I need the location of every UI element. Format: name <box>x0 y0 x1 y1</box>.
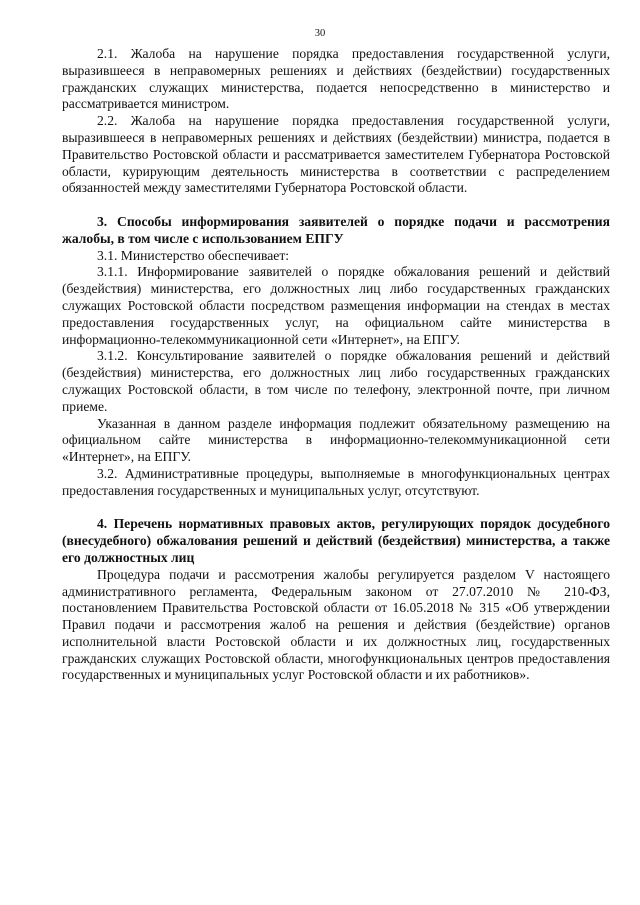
paragraph-3-2: 3.2. Административные процедуры, выполняемые в многофункциональных центрах предоставления государственных и муниципальных услуг, отсутствуют. <box>62 465 610 498</box>
paragraph-info: Указанная в данном разделе информация подлежит обязательному размещению на официальном сайте министерства в информационно-телекоммуникационной сети «Интернет», на ЕПГУ. <box>62 415 610 465</box>
paragraph-2-1: 2.1. Жалоба на нарушение порядка предоставления государственной услуги, выразившееся в неправомерных решениях и действиях (бездействии) государственных гражданских служащих министерства, подается непосредственно в министерство и рассматривается министром. <box>62 46 610 112</box>
paragraph-3-1-1: 3.1.1. Информирование заявителей о порядке обжалования решений и действий (бездействия) министерства, его должностных лиц либо государственных гражданских служащих Ростовской области посредством размещения информации на стендах в местах предоставления государственных услуг, на официальном сайте министерства в информационно-телекоммуникационной сети «Интернет», на ЕПГУ. <box>62 264 610 347</box>
page-number: 30 <box>314 28 326 39</box>
paragraph-3-1: 3.1. Министерство обеспечивает: <box>97 247 290 263</box>
paragraph-2-2: 2.2. Жалоба на нарушение порядка предоставления государственной услуги, выразившееся в неправомерных решениях и действиях (бездействии) министра, подается в Правительство Ростовской области и рассматривается заместителем Губернатора Ростовской области, курирующим деятельность министерства в соответствии с распределением обязанностей между заместителями Губернатора Ростовской области. <box>62 113 610 196</box>
section-3-heading: 3. Способы информирования заявителей о порядке подачи и рассмотрения жалобы, в том числе с использованием ЕПГУ <box>62 213 610 246</box>
section-spacer <box>62 197 610 214</box>
paragraph-procedure: Процедура подачи и рассмотрения жалобы регулируется разделом V настоящего административного регламента, Федеральным законом от 27.07.2010 № 210-ФЗ, постановлением Правительства Ростовской области от 16.05.2018 № 315 «Об утверждении Правил подачи и рассмотрения жалоб на решения и действия (бездействие) органов исполнительной власти Ростовской области и их должностных лиц, государственных гражданских служащих Ростовской области, многофункциональных центров предоставления государственных и муниципальных услуг Ростовской области и их работников». <box>62 566 610 683</box>
document-body <box>62 46 610 684</box>
paragraph-3-1-2: 3.1.2. Консультирование заявителей о порядке обжалования решений и действий (бездействия) министерства, его должностных лиц либо государственных гражданских служащих Ростовской области, в том числе по телефону, электронной почте, при личном приеме. <box>62 348 610 414</box>
section-4-heading: 4. Перечень нормативных правовых актов, регулирующих порядок досудебного (внесудебного) обжалования решений и действий (бездействия) министерства, а также его должностных лиц <box>62 516 610 565</box>
section-spacer <box>62 500 610 517</box>
